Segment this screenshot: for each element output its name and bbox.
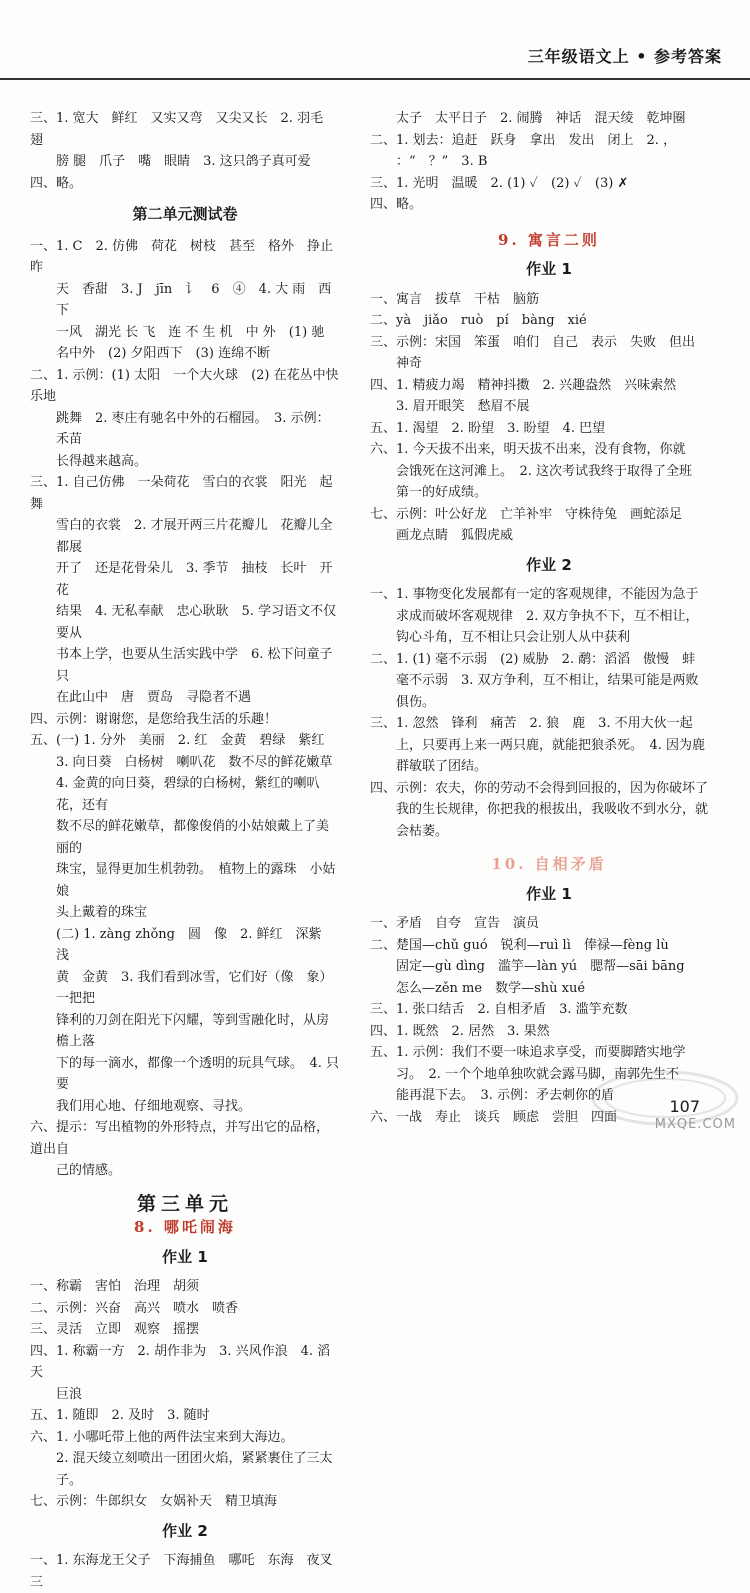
answer-line: 五、1. 渴望 2. 盼望 3. 盼望 4. 巴望 xyxy=(370,420,606,436)
answer-line: 毫不示弱 3. 双方争利，互不相让，结果可能是两败 xyxy=(396,673,699,688)
answer-line: 名中外 (2) 夕阳西下 (3) 连绵不断 xyxy=(56,346,271,361)
answer-line: 2. 混天绫立刻喷出一团团火焰，紧紧裹住了三太子。 xyxy=(56,1451,333,1488)
answer-line: 三、1. 光明 温暖 2. (1) ✓ (2) ✓ (3) ✗ xyxy=(370,175,629,191)
answer-line: ：“ ？” 3. B xyxy=(396,154,488,169)
lesson8-work2-title: 作业 2 xyxy=(162,1521,208,1540)
answer-line: 膀 腿 爪子 嘴 眼睛 3. 这只鸽子真可爱 xyxy=(56,154,311,169)
answer-line: 六、1. 小哪吒带上他的两件法宝来到大海边。 xyxy=(30,1429,294,1445)
answer-line: 第一的好成绩。 xyxy=(396,485,488,500)
answer-line: 二、1. (1) 毫不示弱 (2) 威胁 2. 鹬：滔滔 傲慢 蚌 xyxy=(370,651,696,667)
answer-line: 五、1. 示例：我们不要一味追求享受，而要脚踏实地学 xyxy=(370,1045,686,1060)
answer-line: 六、提示：写出植物的外形特点，并写出它的品格，道出自 xyxy=(30,1120,330,1157)
lesson10-work1-title: 作业 1 xyxy=(526,884,572,903)
answer-line: 四、示例：谢谢您，是您给我生活的乐趣！ xyxy=(30,711,278,727)
answer-line: 下的每一滴水，都像一个透明的玩具气球。 4. 只要 xyxy=(56,1055,340,1092)
unit3-title: 第三单元 xyxy=(136,1192,233,1215)
answer-line: 五、(一) 1. 分外 美丽 2. 红 金黄 碧绿 紫红 xyxy=(30,733,325,748)
answer-line: 会饿死在这河滩上。 2. 这次考试我终于取得了全班 xyxy=(396,463,693,479)
page-number: 107 xyxy=(669,1097,700,1116)
answer-line: (二) 1. zàng zhǒng 圆 像 2. 鲜红 深紫 浅 xyxy=(56,926,335,963)
answer-line: 一、1. 东海龙王父子 下海捕鱼 哪吒 东海 夜叉 三 xyxy=(30,1553,346,1590)
answer-line: 二、示例：兴奋 高兴 喷水 喷香 xyxy=(30,1300,239,1316)
answer-line: 我们用心地、仔细地观察、寻找。 xyxy=(56,1098,252,1114)
right-top-block xyxy=(370,108,728,216)
answer-line: 四、1. 精疲力竭 精神抖擞 2. 兴趣盎然 兴味索然 xyxy=(370,377,677,393)
answer-line: 固定—gù dìng 滥竽—làn yú 腮帮—sāi bāng xyxy=(396,959,685,974)
answer-line: 一、矛盾 自夸 宣告 演员 xyxy=(370,916,540,931)
answer-line: 六、1. 今天拔不出来，明天拔不出来，没有食物，你就 xyxy=(370,442,686,457)
answer-line: 3. 向日葵 白杨树 喇叭花 数不尽的鲜花嫩草 xyxy=(56,754,333,770)
lesson8-work2-block xyxy=(30,1550,346,1593)
answer-line: 一、1. 事物变化发展都有一定的客观规律，不能因为急于 xyxy=(370,587,699,602)
answer-line: 上，只要再上来一两只鹿，就能把狼杀死。 4. 因为鹿 xyxy=(396,737,706,753)
answer-line: 三、灵活 立即 观察 摇摆 xyxy=(30,1322,200,1337)
answer-line: 习。 2. 一个个地单独吹就会露马脚，南郭先生不 xyxy=(396,1066,680,1082)
answer-line: 跳舞 2. 枣庄有驰名中外的石榴园。 3. 示例：禾苗 xyxy=(56,410,330,447)
answer-line: 四、1. 称霸一方 2. 胡作非为 3. 兴风作浪 4. 滔天 xyxy=(30,1343,331,1380)
answer-line: 开了 还是花骨朵儿 3. 季节 抽枝 长叶 开花 xyxy=(56,561,333,598)
answer-line: 四、略。 xyxy=(370,197,423,212)
lesson9-work2-block xyxy=(370,584,728,842)
answer-line: 求成而破坏客观规律 2. 双方争执不下，互不相让， xyxy=(396,608,699,624)
lesson9-work2-title: 作业 2 xyxy=(526,555,572,574)
answer-line: 三、1. 宽大 鲜红 又实又弯 又尖又长 2. 羽毛 翅 xyxy=(30,111,337,148)
lesson10-title: 10. 自相矛盾 xyxy=(491,855,607,873)
answer-line: 3. 眉开眼笑 愁眉不展 xyxy=(396,399,530,414)
answer-line: 三、示例：宋国 笨蛋 咱们 自己 表示 失败 但出 xyxy=(370,334,696,350)
answer-line: 二、yà jiǎo ruò pí bàng xié xyxy=(370,313,587,328)
answer-line: 七、示例：牛郎织女 女娲补天 精卫填海 xyxy=(30,1494,278,1509)
answer-line: 黄 金黄 3. 我们看到冰雪，它们好（像 象）一把把 xyxy=(56,969,333,1006)
watermark-text: MXQE.COM xyxy=(654,1117,736,1132)
left-column xyxy=(30,108,347,1593)
answer-line: 怎么—zěn me 数学—shù xué xyxy=(396,980,586,996)
answer-line: 书本上学，也要从生活实践中学 6. 松下问童子 只 xyxy=(56,647,346,684)
answer-line: 钩心斗角，互不相让只会让别人从中获利 xyxy=(396,630,631,645)
answer-line: 画龙点睛 狐假虎威 xyxy=(396,528,514,543)
answer-line: 天 香甜 3. J jīn 讠 6 ④ 4. 大 雨 西 下 xyxy=(56,281,332,318)
right-column xyxy=(370,108,728,1128)
answer-line: 珠宝，显得更加生机勃勃。 植物上的露珠 小姑娘 xyxy=(56,862,336,899)
answer-line: 己的情感。 xyxy=(56,1163,122,1178)
lesson9-title: 9. 寓言二则 xyxy=(498,230,600,249)
answer-line: 俱伤。 xyxy=(396,694,436,710)
answer-line: 一、寓言 拔草 干枯 脑筋 xyxy=(370,291,540,307)
answer-line: 二、楚国—chǔ guó 锐利—ruì lì 俸禄—fèng lù xyxy=(370,937,669,953)
answer-line: 太子 太平日子 2. 闹腾 神话 混天绫 乾坤圈 xyxy=(396,111,686,126)
answer-line: 一风 湖光 长 飞 连 不 生 机 中 外 (1) 驰 xyxy=(56,324,325,340)
answer-line: 结果 4. 无私奉献 忠心耿耿 5. 学习语文不仅要从 xyxy=(56,604,337,641)
test2-title: 第二单元测试卷 xyxy=(132,205,238,223)
answer-line: 头上戴着的珠宝 xyxy=(56,905,148,920)
answer-line: 三、1. 忽然 锋利 痛苦 2. 狼 鹿 3. 不用大伙一起 xyxy=(370,716,693,731)
answer-line: 四、略。 xyxy=(30,175,83,191)
answer-line: 群敏联了团结。 xyxy=(396,759,488,774)
answer-line: 四、1. 既然 2. 居然 3. 果然 xyxy=(370,1023,550,1039)
answer-line: 四、示例：农夫，你的劳动不会得到回报的，因为你破坏了 xyxy=(370,780,709,796)
answer-line: 我的生长规律，你把我的根拔出，我吸收不到水分，就 xyxy=(396,802,709,817)
answer-line: 五、1. 随即 2. 及时 3. 随时 xyxy=(30,1408,210,1423)
answer-line: 数不尽的鲜花嫩草，都像俊俏的小姑娘戴上了美丽的 xyxy=(56,819,330,856)
lesson9-work1-title: 作业 1 xyxy=(526,260,572,278)
intro-block xyxy=(30,108,340,194)
answer-line: 巨浪 xyxy=(56,1386,83,1402)
lesson8-work1-block xyxy=(30,1276,340,1513)
test2-block xyxy=(30,236,347,1182)
answer-line: 锋利的刀剑在阳光下闪耀，等到雪融化时，从房檐上落 xyxy=(56,1012,330,1049)
answer-line: 雪白的衣裳 2. 才展开两三片花瓣儿 花瓣儿全都展 xyxy=(56,518,333,555)
header-title: 三年级语文上 • 参考答案 xyxy=(527,47,722,66)
header-rule xyxy=(0,78,750,80)
answer-line: 三、1. 自己仿佛 一朵荷花 雪白的衣裳 阳光 起舞 xyxy=(30,475,333,512)
lesson8-title: 8. 哪吒闹海 xyxy=(134,1218,236,1236)
answer-line: 一、称霸 害怕 治理 胡须 xyxy=(30,1279,200,1294)
answer-line: 七、示例：叶公好龙 亡羊补牢 守株待兔 画蛇添足 xyxy=(370,506,683,522)
answer-line: 神奇 xyxy=(396,356,423,371)
answer-line: 会枯萎。 xyxy=(396,823,449,839)
lesson8-work1-title: 作业 1 xyxy=(162,1247,208,1266)
answer-line: 二、1. 示例：(1) 太阳 一个大火球 (2) 在花丛中快乐地 xyxy=(30,367,339,404)
lesson9-work1-block xyxy=(370,289,728,547)
answer-line: 一、1. C 2. 仿佛 荷花 树枝 甚至 格外 挣止 昨 xyxy=(30,238,347,275)
answer-line: 能再混下去。 3. 示例：矛去刺你的盾 xyxy=(396,1088,615,1103)
answer-line: 4. 金黄的向日葵，碧绿的白杨树，紫红的喇叭花，还有 xyxy=(56,776,320,813)
answer-line: 在此山中 唐 贾岛 寻隐者不遇 xyxy=(56,690,252,705)
answer-line: 二、1. 划去：追赶 跃身 拿出 发出 闭上 2. ， xyxy=(370,132,677,148)
answer-line: 长得越来越高。 xyxy=(56,453,148,469)
answer-line: 六、一战 寿止 谈兵 顾虑 尝胆 四面 xyxy=(370,1109,618,1125)
answer-line: 三、1. 张口结舌 2. 自相矛盾 3. 滥竽充数 xyxy=(370,1002,628,1017)
